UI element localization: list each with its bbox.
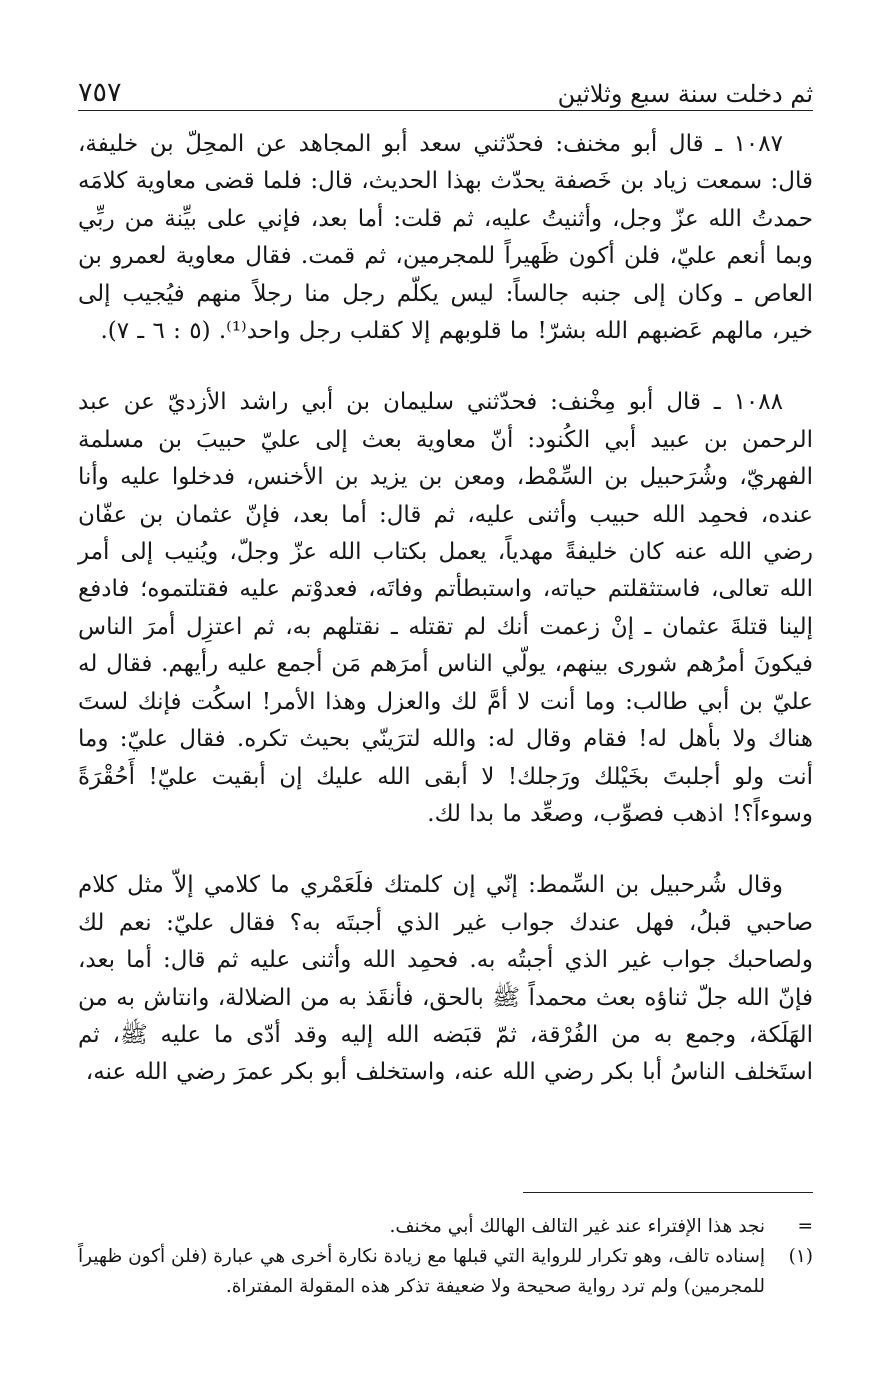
paragraph-1088: ١٠٨٨ ـ قال أبو مِخْنف: فحدّثني سليمان بن أبي راشد الأزديّ عن عبد الرحمن بن عبيد أبي الكُنود: أنّ معاوية بعث إلى عليّ حبيبَ بن مسلمة الفهريّ، وشُرَحبيل بن السِّمْط، ومعن بن يزيد بن الأخنس، فدخلوا عليه وأنا عنده، فحمِد الله حبيب وأثنى عليه، ثم قال: أما بعد، فإنّ عثمان بن عفّان رضي الله عنه كان خليفةً مهدياً، يعمل بكتاب الله عزّ وجلّ، ويُنيب إلى أمر الله تعالى، فاستثقلتم حياته، واستبطأتم وفاتَه، فعدوْتم عليه فقتلتموه؛ فادفع إلينا قتلةَ عثمان ـ إنْ زعمت أنك لم تقتله ـ نقتلهم به، ثم اعتزِل أمرَ الناس فيكونَ أمرُهم شورى بينهم، يولّي الناس أمرَهم مَن أجمع عليه رأيهم. فقال له عليّ بن أبي طالب: وما أنت لا أمَّ لك والعزل وهذا الأمر! اسكُت فإنك لستَ هناك ولا بأهل له! فقام وقال له: والله لترَينّي بحيث تكره. فقال عليّ: وما أنت ولو أجلبتَ بخَيْلك ورَجلك! لا أبقى الله عليك إن أبقيت عليّ! أَحُقْرَةً وسوءاً؟! اذهب فصوِّب، وصعِّد ما بدا لك. [78, 389, 813, 827]
body-text [78, 126, 813, 1092]
footnote-continuation [78, 1212, 813, 1242]
page-number: ٧٥٧ [78, 77, 122, 108]
footnote-1 [78, 1242, 813, 1302]
footnote-divider [523, 1192, 813, 1193]
footnotes [78, 1212, 813, 1302]
footnote-text: نجد هذا الإفتراء عند غير التالف الهالك أبي مخنف. [389, 1216, 765, 1237]
paragraph-shurahbil: وقال شُرحبيل بن السِّمط: إنّي إن كلمتك فلَعَمْري ما كلامي إلاّ مثل كلام صاحبي قبلُ، فهل عندك جواب غير الذي أجبتَه به؟ فقال عليّ: نعم لك ولصاحبك جواب غير الذي أجبتُه به. فحمِد الله وأثنى عليه ثم قال: أما بعد، فإنّ الله جلّ ثناؤه بعث محمداً ﷺ بالحق، فأنقَذ به من الضلالة، وانتاش به من الهَلَكة، وجمع به من الفُرْقة، ثمّ قبَضه الله إليه وقد أدّى ما عليه ﷺ، ثم استَخلف الناسُ أبا بكر رضي الله عنه، واستخلف أبو بكر عمرَ رضي الله عنه، [78, 872, 813, 1086]
footnote-text: إسناده تالف، وهو تكرار للرواية التي قبلها مع زيادة نكارة أخرى هي عبارة (فلن أكون ظهيراً للمجرمين) ولم ترد رواية صحيحة ولا ضعيفة تذكر هذه المقولة المفتراة. [78, 1246, 765, 1297]
running-header [78, 62, 813, 111]
footnote-mark: (١) [788, 1246, 813, 1267]
footnote-mark: = [797, 1216, 813, 1237]
paragraph-1087: ١٠٨٧ ـ قال أبو مخنف: فحدّثني سعد أبو المجاهد عن المحِلّ بن خليفة، قال: سمعت زياد بن خَصفة يحدّث بهذا الحديث، قال: فلما قضى معاوية كلامَه حمدتُ الله عزّ وجل، وأثنيتُ عليه، ثم قلت: أما بعد، فإني على بيِّنة من ربِّي وبما أنعم عليّ، فلن أكون ظَهيراً للمجرمين، ثم قمت. فقال معاوية لعمرو بن العاص ـ وكان إلى جنبه جالساً: ليس يكلّم رجل منا رجلاً منهم فيُجيب إلى خير، مالهم عَضبهم الله بشرّ! ما قلوبهم إلا كقلب رجل واحد⁽¹⁾. (٥ : ٦ ـ ٧). [78, 131, 813, 345]
running-title: ثم دخلت سنة سبع وثلاثين [557, 80, 813, 108]
